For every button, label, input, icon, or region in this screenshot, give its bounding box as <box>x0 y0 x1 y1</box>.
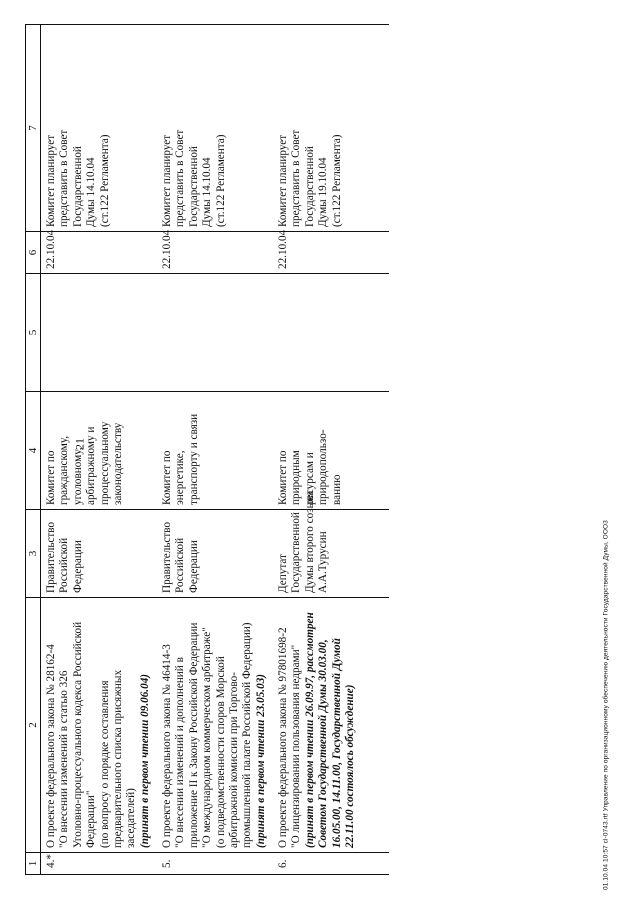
committee-line: процессуальному <box>98 421 111 505</box>
reading-note: (принят в первом чтении 09.06.04) <box>138 673 151 848</box>
initiator-line: А.А.Турусин <box>317 531 330 593</box>
committee-line: гражданскому, <box>58 435 71 505</box>
initiator-line: Депутат <box>277 554 289 593</box>
reading-note: (принят в первом чтении 23.05.03) <box>254 673 267 848</box>
status-note <box>157 25 273 232</box>
initiator-line: Российской <box>174 537 187 593</box>
initiator <box>157 510 273 598</box>
committee-line: уголовному, <box>71 447 84 505</box>
column-5-cell <box>41 274 158 392</box>
status-line: Государственной <box>71 146 84 227</box>
table-row <box>41 25 158 875</box>
description-line: О проекте федерального закона № 28162-4 <box>45 644 57 848</box>
deadline-date: 22.10.04 <box>157 232 273 274</box>
status-line: Комитет планирует <box>277 134 289 227</box>
description-line: О проекте федерального закона № 97801698-2 <box>277 627 289 848</box>
status-note <box>273 25 389 232</box>
committee-line: арбитражному и <box>85 426 98 505</box>
reading-note: Советом Государственной Думы 30.03.00, <box>317 639 330 848</box>
column-header: 6 <box>26 232 41 274</box>
committee <box>41 392 158 510</box>
initiator-line: Правительство <box>161 521 173 593</box>
table-row <box>157 25 273 875</box>
description-line: (по вопросу о порядке составления <box>98 680 111 848</box>
description-line: заседателей) <box>125 788 138 848</box>
status-line: представить в Совет <box>290 129 303 227</box>
description-line: промышленной палате Российской Федерации) <box>241 622 254 848</box>
status-line: Комитет планирует <box>45 134 57 227</box>
description-line: "О внесении изменений в статью 326 <box>58 670 71 848</box>
description-line: "О внесении изменений и дополнений в <box>174 657 187 848</box>
status-line: (ст.122 Регламента) <box>214 134 227 227</box>
page-number: 21 <box>72 438 87 450</box>
column-header: 1 <box>26 853 41 875</box>
committee-line: Комитет по <box>161 450 173 505</box>
committee-line: Комитет по <box>45 450 57 505</box>
committee-line: транспорту и связи <box>187 413 200 505</box>
status-line: Государственной <box>303 146 316 227</box>
committee-line: ванию <box>330 474 343 505</box>
committee-line: энергетике, <box>174 450 187 505</box>
reading-note: (принят в первом чтении 26.09.97, рассмотрен <box>303 612 316 848</box>
column-5-cell <box>273 274 389 392</box>
row-number: 6. <box>273 853 389 875</box>
document-table-area <box>25 25 415 875</box>
committee <box>273 392 389 510</box>
status-line: Думы 14.10.04 <box>201 157 214 227</box>
document-footer: 01.10.04 10:57 cl-0743.rtf Управление по организационному обеспечению деятельности Государственной Думы, ООО3 <box>602 520 610 890</box>
initiator <box>273 490 389 598</box>
status-line: Думы 14.10.04 <box>85 157 98 227</box>
header-row <box>26 25 41 875</box>
status-line: Думы 19.10.04 <box>317 157 330 227</box>
bill-description <box>157 598 273 853</box>
status-line: (ст.122 Регламента) <box>98 134 111 227</box>
description-line: (о подведомственности споров Морской <box>214 656 227 848</box>
initiator-line: Государственной <box>290 512 303 593</box>
initiator-line: Федерации <box>187 540 200 593</box>
initiator-line: Думы второго созыва <box>303 490 316 593</box>
initiator-line: Российской <box>58 537 71 593</box>
description-line: Федерации" <box>85 790 98 848</box>
column-5-cell <box>157 274 273 392</box>
description-line: О проекте федерального закона № 46414-3 <box>161 644 173 848</box>
committee-line: Комитет по <box>277 450 289 505</box>
row-number: 5. <box>157 853 273 875</box>
description-line: "О лицензировании пользования недрами" <box>290 644 303 848</box>
reading-note: 16.05.00, 14.11.00, Государственной Думой <box>330 638 343 848</box>
initiator-line: Федерации <box>71 540 84 593</box>
committee-line: ресурсам и <box>303 452 316 505</box>
column-header: 7 <box>26 25 41 232</box>
initiator-line: Правительство <box>45 521 57 593</box>
bill-description <box>273 598 389 853</box>
description-line: "О международном коммерческом арбитраже" <box>201 627 214 848</box>
deadline-date: 22.10.04 <box>273 232 389 274</box>
bills-table <box>25 24 389 875</box>
status-line: представить в Совет <box>174 129 187 227</box>
description-line: приложение II к Закону Российской Федерации <box>187 622 200 848</box>
deadline-date: 22.10.04 <box>41 232 158 274</box>
column-header: 3 <box>26 510 41 598</box>
status-note <box>41 25 158 232</box>
column-header: 5 <box>26 274 41 392</box>
description-line: Уголовно-процессуального кодекса Российской <box>71 621 84 848</box>
committee-line: природопользо- <box>317 429 330 505</box>
table-row <box>273 25 389 875</box>
description-line: предварительного списка присяжных <box>112 669 125 848</box>
row-number: 4.* <box>41 853 158 875</box>
committee <box>157 392 273 510</box>
status-line: (ст.122 Регламента) <box>330 134 343 227</box>
column-header: 2 <box>26 598 41 853</box>
status-line: Комитет планирует <box>161 134 173 227</box>
status-line: представить в Совет <box>58 129 71 227</box>
status-line: Государственной <box>187 146 200 227</box>
initiator <box>41 510 158 598</box>
reading-note: 22.11.00 состоялось обсуждение) <box>344 684 357 848</box>
committee-line: природным <box>290 450 303 505</box>
committee-line: законодательству <box>112 422 125 505</box>
column-header: 4 <box>26 392 41 510</box>
description-line: арбитражной комиссии при Торгово- <box>228 672 241 848</box>
bill-description <box>41 598 158 853</box>
